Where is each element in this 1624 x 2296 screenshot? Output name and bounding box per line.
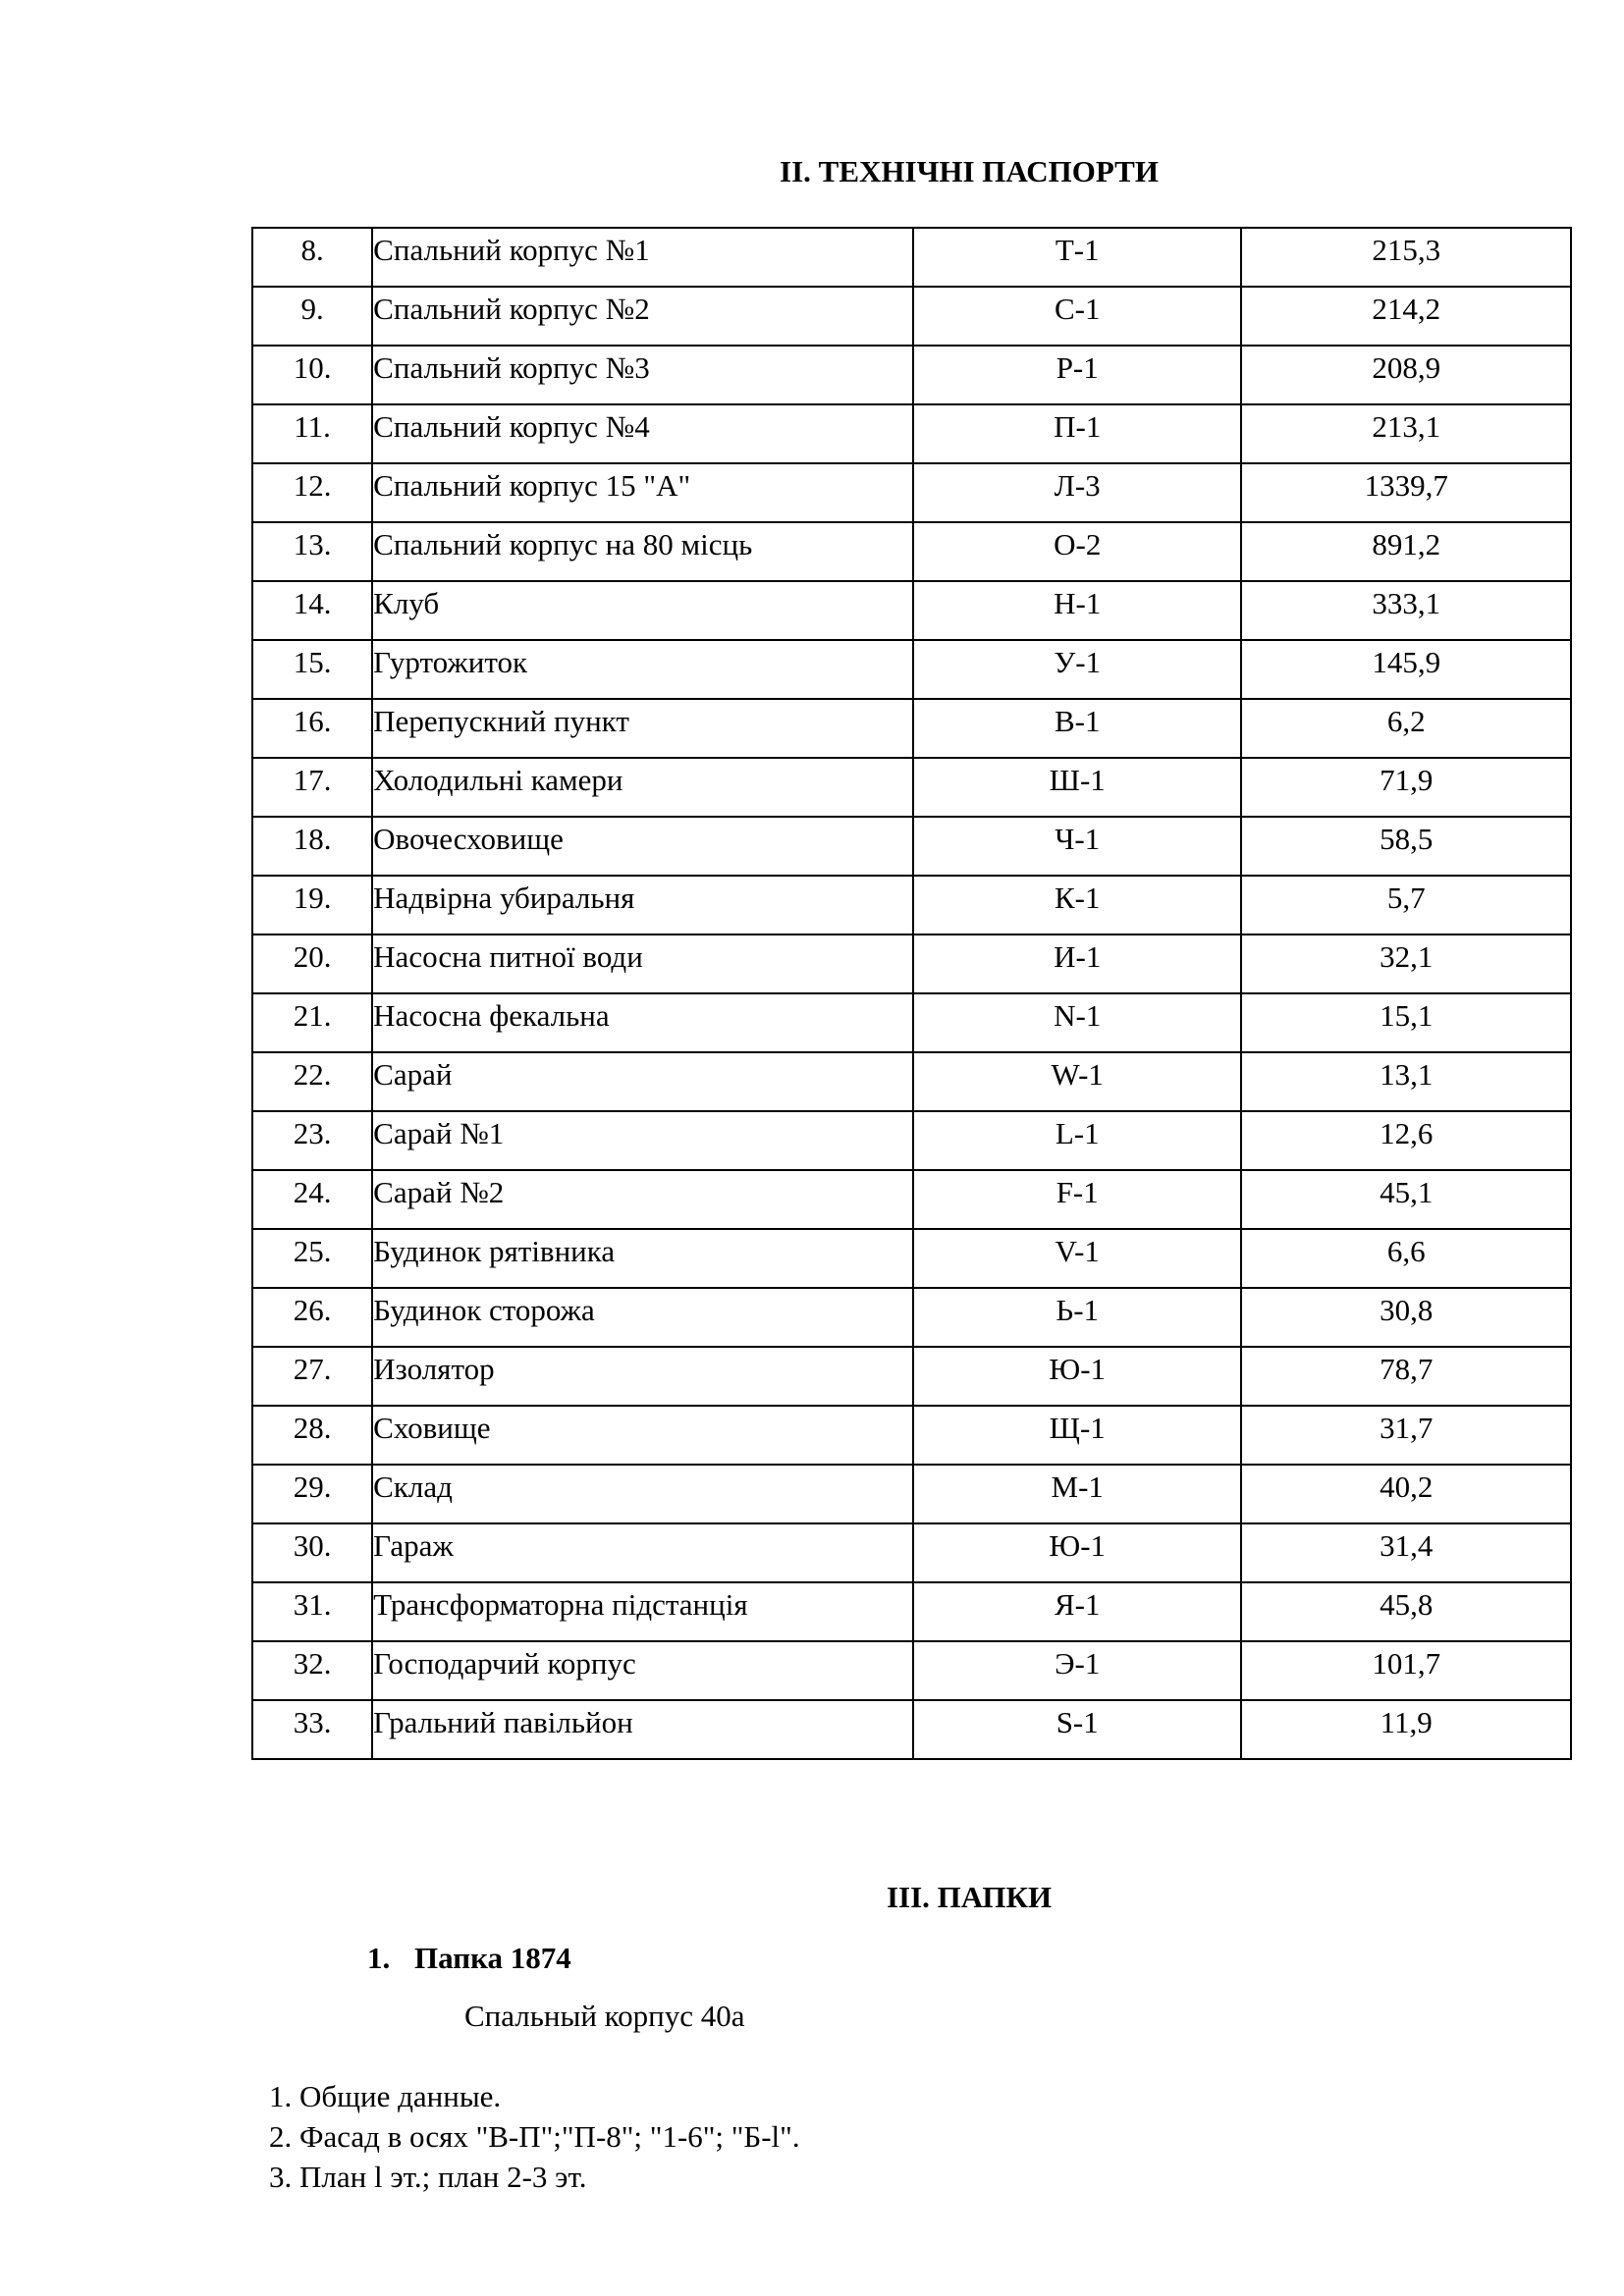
table-row	[252, 1700, 1571, 1759]
building-area-cell: 13,1	[1241, 1052, 1571, 1111]
building-code-cell: В-1	[913, 699, 1241, 758]
row-number-cell: 15.	[252, 640, 372, 699]
building-name-cell: Изолятор	[372, 1347, 913, 1406]
building-name-cell: Спальний корпус №3	[372, 346, 913, 404]
building-name-cell: Холодильні камери	[372, 758, 913, 817]
folder-title: Папка 1874	[414, 1941, 571, 1975]
building-name-cell: Будинок рятівника	[372, 1229, 913, 1288]
building-code-cell: Ю-1	[913, 1347, 1241, 1406]
building-code-cell: Я-1	[913, 1582, 1241, 1641]
row-number-cell: 12.	[252, 463, 372, 522]
building-name-cell: Сарай	[372, 1052, 913, 1111]
row-number-cell: 21.	[252, 993, 372, 1052]
folder-item: 1. Общие данные.	[269, 2079, 502, 2113]
building-name-cell: Овочесховище	[372, 817, 913, 876]
building-name-cell: Насосна питної води	[372, 934, 913, 993]
building-area-cell: 31,4	[1241, 1523, 1571, 1582]
building-name-cell: Сарай №1	[372, 1111, 913, 1170]
building-code-cell: W-1	[913, 1052, 1241, 1111]
row-number-cell: 28.	[252, 1406, 372, 1465]
building-area-cell: 78,7	[1241, 1347, 1571, 1406]
building-name-cell: Гуртожиток	[372, 640, 913, 699]
table-row	[252, 581, 1571, 640]
row-number-cell: 17.	[252, 758, 372, 817]
building-area-cell: 40,2	[1241, 1465, 1571, 1523]
building-area-cell: 6,6	[1241, 1229, 1571, 1288]
building-area-cell: 213,1	[1241, 404, 1571, 463]
building-code-cell: О-2	[913, 522, 1241, 581]
table-row	[252, 1347, 1571, 1406]
table-row	[252, 1111, 1571, 1170]
table-row	[252, 993, 1571, 1052]
technical-passports-table	[251, 227, 1572, 1760]
row-number-cell: 13.	[252, 522, 372, 581]
table-row	[252, 1523, 1571, 1582]
building-code-cell: П-1	[913, 404, 1241, 463]
building-area-cell: 101,7	[1241, 1641, 1571, 1700]
building-code-cell: Ь-1	[913, 1288, 1241, 1347]
building-name-cell: Клуб	[372, 581, 913, 640]
row-number-cell: 25.	[252, 1229, 372, 1288]
table-row	[252, 934, 1571, 993]
table-row	[252, 758, 1571, 817]
table-row	[252, 1641, 1571, 1700]
folder-subtitle: Спальный корпус 40а	[464, 1999, 745, 2033]
table-row	[252, 287, 1571, 346]
row-number-cell: 8.	[252, 228, 372, 287]
building-area-cell: 5,7	[1241, 876, 1571, 934]
row-number-cell: 27.	[252, 1347, 372, 1406]
building-area-cell: 58,5	[1241, 817, 1571, 876]
table-row	[252, 1052, 1571, 1111]
building-name-cell: Спальний корпус 15 "А"	[372, 463, 913, 522]
building-area-cell: 45,1	[1241, 1170, 1571, 1229]
building-code-cell: Н-1	[913, 581, 1241, 640]
row-number-cell: 29.	[252, 1465, 372, 1523]
building-name-cell: Спальний корпус на 80 місць	[372, 522, 913, 581]
building-area-cell: 71,9	[1241, 758, 1571, 817]
table-row	[252, 404, 1571, 463]
building-code-cell: Ю-1	[913, 1523, 1241, 1582]
row-number-cell: 19.	[252, 876, 372, 934]
row-number-cell: 30.	[252, 1523, 372, 1582]
folder-number: 1.	[367, 1941, 391, 1975]
building-name-cell: Гараж	[372, 1523, 913, 1582]
table-row	[252, 699, 1571, 758]
row-number-cell: 10.	[252, 346, 372, 404]
building-code-cell: N-1	[913, 993, 1241, 1052]
row-number-cell: 33.	[252, 1700, 372, 1759]
building-code-cell: V-1	[913, 1229, 1241, 1288]
folder-item: 2. Фасад в осях "В-П";"П-8"; "1-6"; "Б-l".	[269, 2119, 800, 2154]
building-name-cell: Спальний корпус №4	[372, 404, 913, 463]
table-row	[252, 1229, 1571, 1288]
table-row	[252, 522, 1571, 581]
building-area-cell: 1339,7	[1241, 463, 1571, 522]
row-number-cell: 20.	[252, 934, 372, 993]
table-row	[252, 228, 1571, 287]
row-number-cell: 31.	[252, 1582, 372, 1641]
section-title-folders: III. ПАПКИ	[886, 1880, 1053, 1914]
building-area-cell: 333,1	[1241, 581, 1571, 640]
building-name-cell: Гральний павільйон	[372, 1700, 913, 1759]
building-name-cell: Господарчий корпус	[372, 1641, 913, 1700]
building-code-cell: S-1	[913, 1700, 1241, 1759]
folder-items-list	[269, 2076, 800, 2197]
table-row	[252, 1465, 1571, 1523]
folder-heading	[367, 1941, 571, 1976]
building-name-cell: Спальний корпус №2	[372, 287, 913, 346]
building-name-cell: Сарай №2	[372, 1170, 913, 1229]
building-area-cell: 11,9	[1241, 1700, 1571, 1759]
building-name-cell: Трансформаторна підстанція	[372, 1582, 913, 1641]
table-row	[252, 346, 1571, 404]
building-code-cell: М-1	[913, 1465, 1241, 1523]
building-code-cell: С-1	[913, 287, 1241, 346]
row-number-cell: 23.	[252, 1111, 372, 1170]
building-name-cell: Надвірна убиральня	[372, 876, 913, 934]
table-row	[252, 1406, 1571, 1465]
building-area-cell: 45,8	[1241, 1582, 1571, 1641]
table-row	[252, 640, 1571, 699]
building-name-cell: Склад	[372, 1465, 913, 1523]
building-code-cell: Ч-1	[913, 817, 1241, 876]
building-code-cell: L-1	[913, 1111, 1241, 1170]
building-area-cell: 31,7	[1241, 1406, 1571, 1465]
building-area-cell: 215,3	[1241, 228, 1571, 287]
table-row	[252, 1170, 1571, 1229]
building-name-cell: Перепускний пункт	[372, 699, 913, 758]
building-code-cell: К-1	[913, 876, 1241, 934]
row-number-cell: 18.	[252, 817, 372, 876]
row-number-cell: 22.	[252, 1052, 372, 1111]
row-number-cell: 9.	[252, 287, 372, 346]
building-area-cell: 30,8	[1241, 1288, 1571, 1347]
building-code-cell: Э-1	[913, 1641, 1241, 1700]
section-title-technical-passports: II. ТЕХНІЧНІ ПАСПОРТИ	[780, 154, 1159, 188]
row-number-cell: 24.	[252, 1170, 372, 1229]
building-area-cell: 145,9	[1241, 640, 1571, 699]
row-number-cell: 16.	[252, 699, 372, 758]
building-area-cell: 12,6	[1241, 1111, 1571, 1170]
building-code-cell: Т-1	[913, 228, 1241, 287]
building-area-cell: 208,9	[1241, 346, 1571, 404]
building-area-cell: 891,2	[1241, 522, 1571, 581]
building-name-cell: Насосна фекальна	[372, 993, 913, 1052]
table-row	[252, 876, 1571, 934]
table-row	[252, 817, 1571, 876]
building-area-cell: 214,2	[1241, 287, 1571, 346]
folder-item: 3. План l эт.; план 2-3 эт.	[269, 2160, 587, 2194]
building-area-cell: 32,1	[1241, 934, 1571, 993]
table-row	[252, 1582, 1571, 1641]
building-code-cell: Щ-1	[913, 1406, 1241, 1465]
building-name-cell: Спальний корпус №1	[372, 228, 913, 287]
row-number-cell: 14.	[252, 581, 372, 640]
building-name-cell: Будинок сторожа	[372, 1288, 913, 1347]
table-row	[252, 1288, 1571, 1347]
building-code-cell: Ш-1	[913, 758, 1241, 817]
building-code-cell: Р-1	[913, 346, 1241, 404]
building-code-cell: У-1	[913, 640, 1241, 699]
building-area-cell: 6,2	[1241, 699, 1571, 758]
building-code-cell: И-1	[913, 934, 1241, 993]
building-code-cell: Л-3	[913, 463, 1241, 522]
building-name-cell: Сховище	[372, 1406, 913, 1465]
row-number-cell: 26.	[252, 1288, 372, 1347]
table-row	[252, 463, 1571, 522]
row-number-cell: 32.	[252, 1641, 372, 1700]
row-number-cell: 11.	[252, 404, 372, 463]
building-area-cell: 15,1	[1241, 993, 1571, 1052]
building-code-cell: F-1	[913, 1170, 1241, 1229]
